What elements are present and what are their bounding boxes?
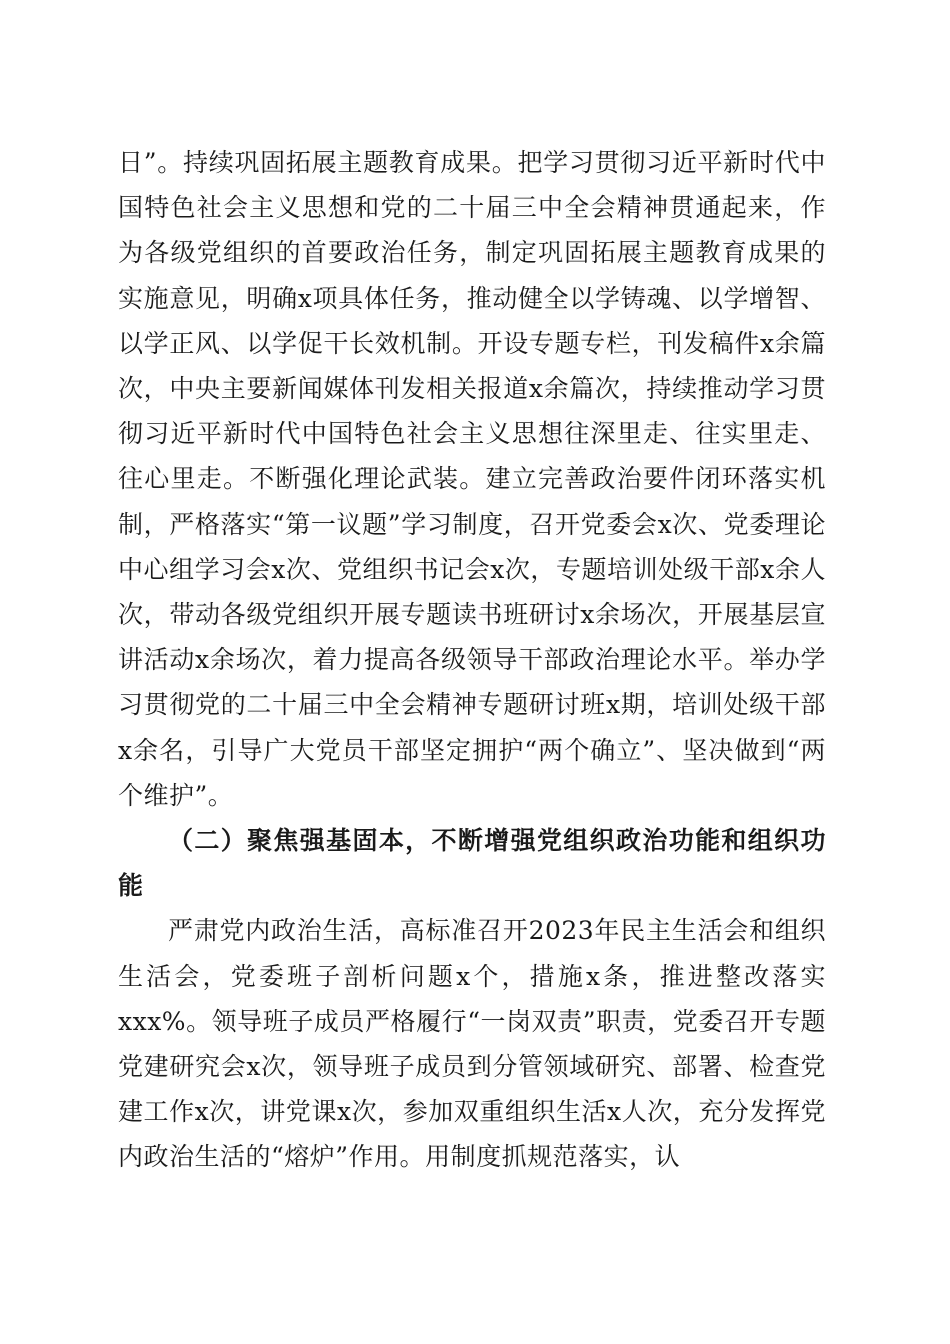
paragraph-party-theory-study: 日”。持续巩固拓展主题教育成果。把学习贯彻习近平新时代中国特色社会主义思想和党的二十届三中全会精神贯通起来，作为各级党组织的首要政治任务，制定巩固拓展主题教育成果的实施意见，明确x项具体任务，推动健全以学铸魂、以学增智、以学正风、以学促干长效机制。开设专题专栏，刊发稿件x余篇次，中央主要新闻媒体刊发相关报道x余篇次，持续推动学习贯彻习近平新时代中国特色社会主义思想往深里走、往实里走、往心里走。不断强化理论武装。建立完善政治要件闭环落实机制，严格落实“第一议题”学习制度，召开党委会x次、党委理论中心组学习会x次、党组织书记会x次，专题培训处级干部x余人次，带动各级党组织开展专题读书班研讨x余场次，开展基层宣讲活动x余场次，着力提高各级领导干部政治理论水平。举办学习贯彻党的二十届三中全会精神专题研讨班x期，培训处级干部x余名，引导广大党员干部坚定拥护“两个确立”、坚决做到“两个维护”。 [118,148,826,810]
document-body [118,140,826,1180]
paragraph-party-political-life: 严肃党内政治生活，高标准召开2023年民主生活会和组织生活会，党委班子剖析问题x个，措施x条，推进整改落实xxx%。领导班子成员严格履行“一岗双责”职责，党委召开专题党建研究会x次，领导班子成员到分管领域研究、部署、检查党建工作x次，讲党课x次，参加双重组织生活x人次，充分发挥党内政治生活的“熔炉”作用。用制度抓规范落实，认 [118,916,826,1172]
section-heading-strengthen-foundation: （二）聚焦强基固本，不断增强党组织政治功能和组织功能 [118,826,826,901]
